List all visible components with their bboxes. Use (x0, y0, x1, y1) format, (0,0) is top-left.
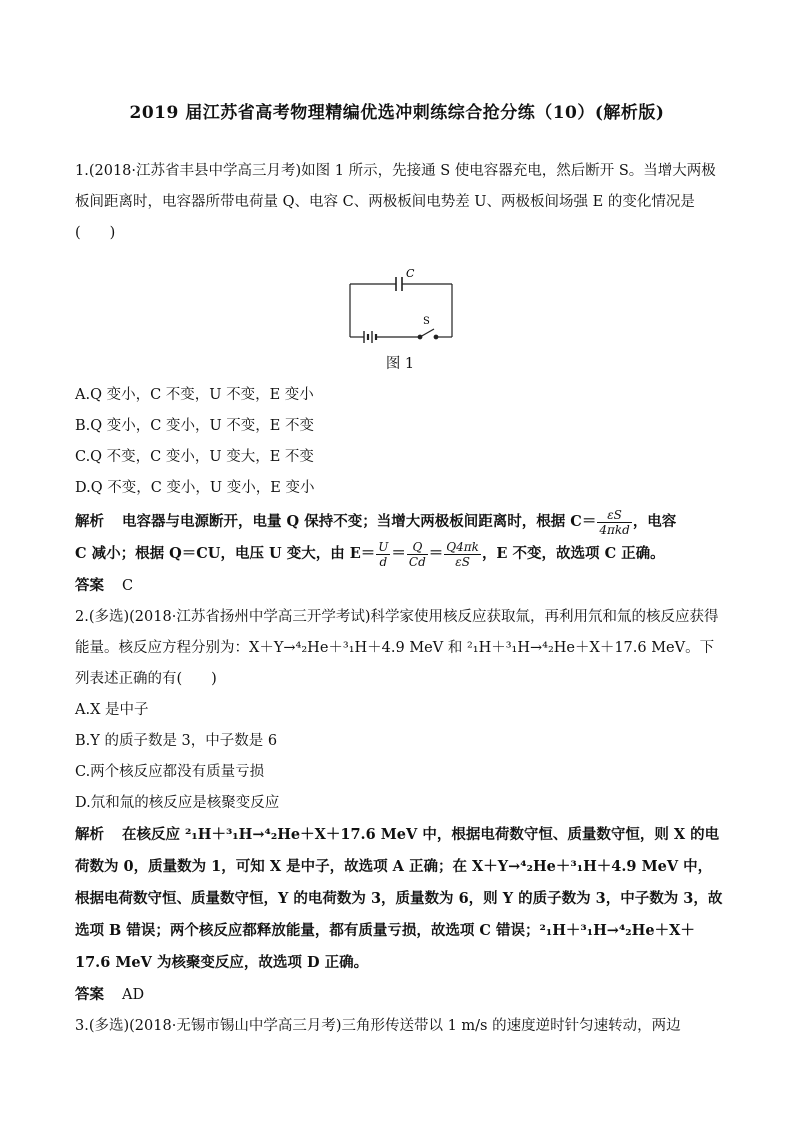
question-1-answer (75, 570, 725, 602)
fraction-numerator: Q4πk (446, 539, 479, 554)
question-2-answer (75, 979, 725, 1011)
analysis-text-1b: ，电容 (632, 513, 677, 530)
capacitor-label: C (406, 267, 415, 280)
page-title: 2019 届江苏省高考物理精编优选冲刺练综合抢分练（10）(解析版) (129, 103, 665, 123)
option-d: D.Q 不变，C 变小，U 变小，E 变小 (75, 480, 315, 496)
fraction-numerator: εS (597, 508, 631, 523)
fraction-denominator: Cd (408, 554, 426, 569)
circuit-figure (75, 249, 725, 349)
formula-fraction (407, 540, 428, 569)
switch-label: S (423, 316, 430, 327)
option-a: A.Q 变小，C 不变，U 不变，E 变小 (75, 387, 314, 403)
fraction-denominator: d (379, 554, 388, 569)
analysis-text-2a: C 减小；根据 Q＝CU，电压 U 变大，由 E＝ (75, 545, 376, 562)
circuit-diagram (75, 249, 725, 349)
option-a: A.X 是中子 (75, 702, 149, 718)
option-c: C.两个核反应都没有质量亏损 (75, 764, 265, 780)
fraction-denominator: 4πkd (599, 522, 630, 537)
fraction-numerator: U (378, 539, 389, 554)
document-body (75, 156, 725, 1042)
question-3-stem: 3.(多选)(2018·无锡市锡山中学高三月考)三角形传送带以 1 m/s 的速度逆时针匀速转动，两边 (75, 1018, 681, 1034)
option-b: B.Q 变小，C 变小，U 不变，E 不变 (75, 418, 314, 434)
question-1-stem: 1.(2018·江苏省丰县中学高三月考)如图 1 所示，先接通 S 使电容器充电，然后断开 S。当增大两极板间距离时，电容器所带电荷量 Q、电容 C、两极板间电势差 U、两极板间场强 E 的变化情况是( ) (75, 163, 716, 241)
equals-sign: ＝ (391, 545, 406, 562)
formula-fraction (597, 508, 631, 537)
fraction-denominator: εS (455, 554, 470, 569)
formula-fraction (376, 540, 390, 569)
answer-label: 答案 (75, 577, 104, 594)
option-c: C.Q 不变，C 变小，U 变大，E 不变 (75, 449, 314, 465)
analysis-text-2b: ，E 不变，故选项 C 正确。 (481, 545, 665, 562)
option-b: B.Y 的质子数是 3，中子数是 6 (75, 733, 278, 749)
equals-sign: ＝ (428, 545, 444, 562)
answer-label: 答案 (75, 986, 104, 1003)
analysis-label: 解析 (75, 513, 104, 530)
option-d: D.氘和氚的核反应是核聚变反应 (75, 795, 280, 811)
question-2-analysis (75, 819, 725, 979)
answer-value: C (122, 578, 134, 594)
formula-fraction (444, 540, 481, 569)
analysis-label: 解析 (75, 826, 104, 843)
analysis-text-1a: 电容器与电源断开，电量 Q 保持不变；当增大两极板间距离时，根据 C＝ (122, 513, 597, 530)
question-2-stem: 2.(多选)(2018·江苏省扬州中学高三开学考试)科学家使用核反应获取氚，再利用氘和氚的核反应获得能量。核反应方程分别为：X＋Y→⁴₂He＋³₁H＋4.9 MeV 和 ²₁H＋³₁H→⁴₂He＋X＋17.6 MeV。下列表述正确的有( ) (75, 609, 719, 687)
fraction-numerator: Q (407, 540, 428, 555)
figure-caption: 图 1 (385, 356, 415, 372)
analysis-text: 在核反应 ²₁H＋³₁H→⁴₂He＋X＋17.6 MeV 中，根据电荷数守恒、质量数守恒，则 X 的电荷数为 0，质量数为 1，可知 X 是中子，故选项 A 正确；在 X＋Y→⁴₂He＋³₁H＋4.9 MeV 中，根据电荷数守恒、质量数守恒，Y 的电荷数为 3，质量数为 6，则 Y 的质子数为 3，中子数为 3，故选项 B 错误；两个核反应都释放能量，都有质量亏损，故选项 C 错误；²₁H＋³₁H→⁴₂He＋X＋17.6 MeV 为核聚变反应，故选项 D 正确。 (75, 826, 723, 971)
answer-value: AD (122, 987, 145, 1003)
question-1-analysis (75, 506, 725, 570)
